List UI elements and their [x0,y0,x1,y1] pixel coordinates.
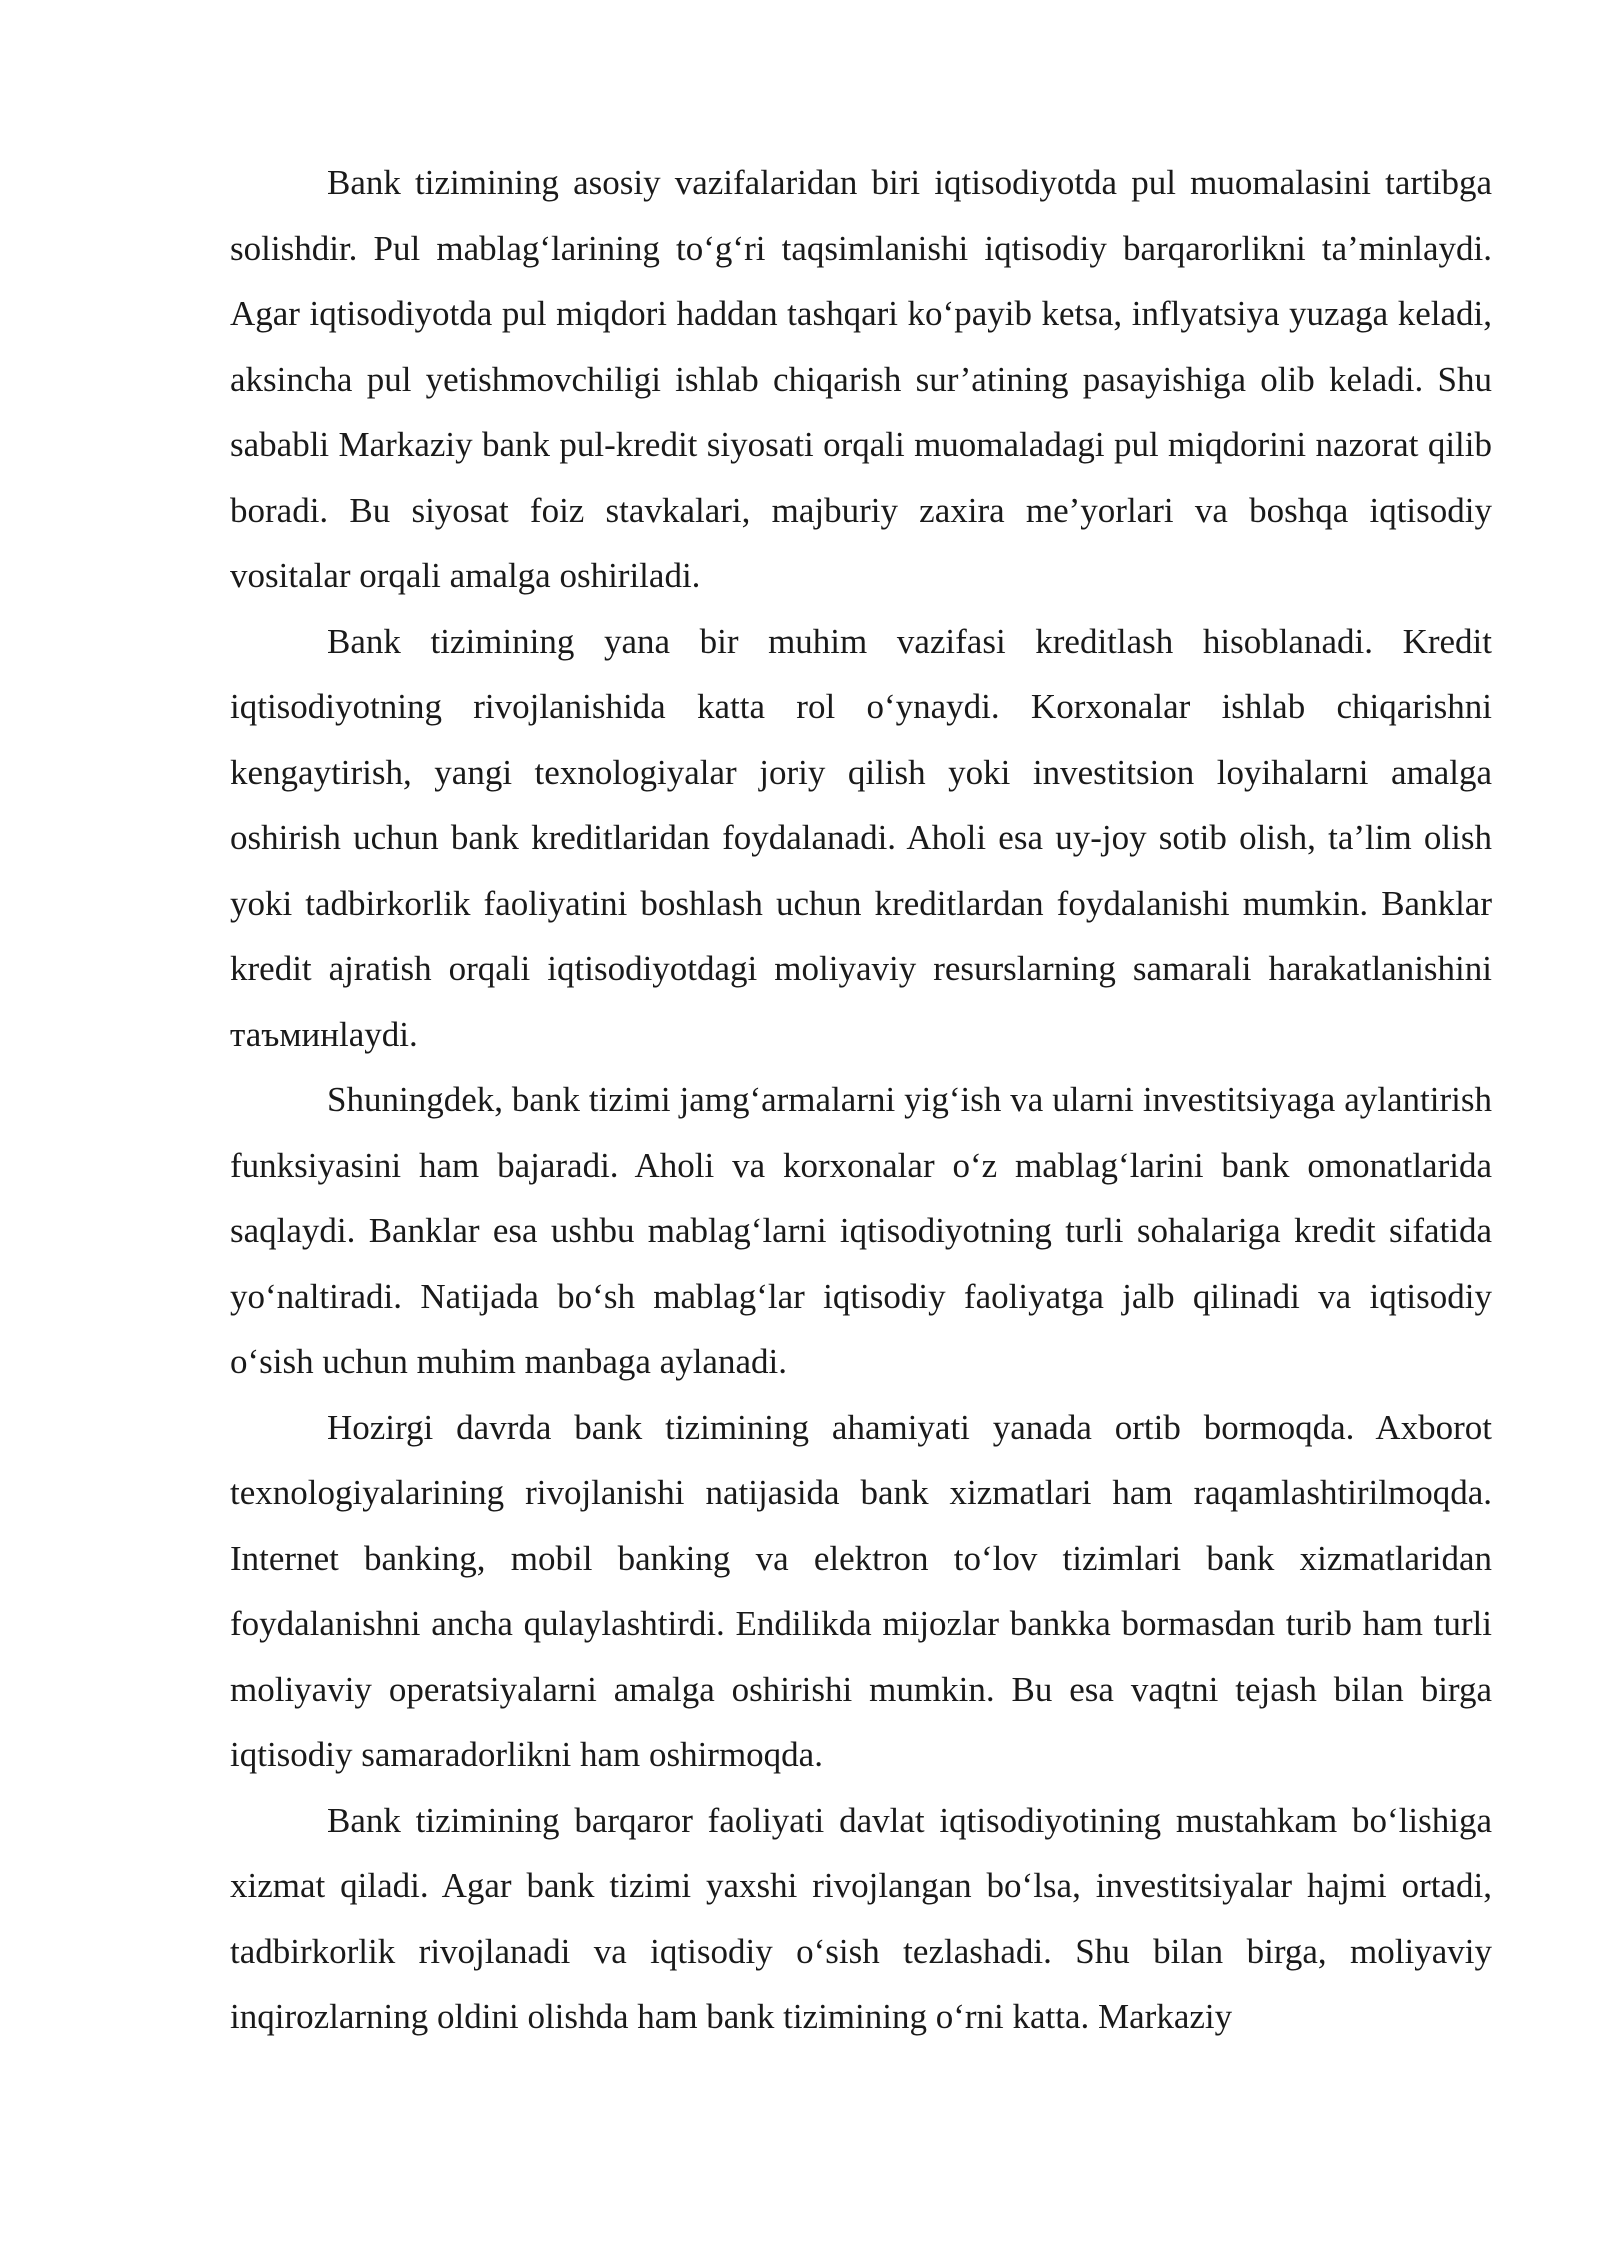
paragraph-savings-investment: Shuningdek, bank tizimi jamg‘armalarni yig‘ish va ularni investitsiyaga aylantirish funksiyasini ham bajaradi. Aholi va korxonalar o‘z mablag‘larini bank omonatlarida saqlaydi. Banklar esa ushbu mablag‘larni iqtisodiyotning turli sohalariga kredit sifatida yo‘naltiradi. Natijada bo‘sh mablag‘lar iqtisodiy faoliyatga jalb qilinadi va iqtisodiy o‘sish uchun muhim manbaga aylanadi. [230,1080,1492,1381]
paragraph-crediting: Bank tizimining yana bir muhim vazifasi kreditlash hisoblanadi. Kredit iqtisodiyotning rivojlanishida katta rol o‘ynaydi. Korxonalar ishlab chiqarishni kengaytirish, yangi texnologiyalar joriy qilish yoki investitsion loyihalarni amalga oshirish uchun bank kreditlaridan foydalanadi. Aholi esa uy-joy sotib olish, ta’lim olish yoki tadbirkorlik faoliyatini boshlash uchun kreditlardan foydalanishi mumkin. Banklar kredit ajratish orqali iqtisodiyotdagi moliyaviy resurslarning samarali harakatlanishini таъминlaydi. [230,621,1492,1054]
paragraph-monetary-circulation: Bank tizimining asosiy vazifalaridan biri iqtisodiyotda pul muomalasini tartibga solishdir. Pul mablag‘larining to‘g‘ri taqsimlanishi iqtisodiy barqarorlikni ta’minlaydi. Agar iqtisodiyotda pul miqdori haddan tashqari ko‘payib ketsa, inflyatsiya yuzaga keladi, aksincha pul yetishmovchiligi ishlab chiqarish sur’atining pasayishiga olib keladi. Shu sababli Markaziy bank pul-kredit siyosati orqali muomaladagi pul miqdorini nazorat qilib boradi. Bu siyosat foiz stavkalari, majburiy zaxira me’yorlari va boshqa iqtisodiy vositalar orqali amalga oshiriladi. [230,163,1492,595]
paragraph-digital-banking: Hozirgi davrda bank tizimining ahamiyati yanada ortib bormoqda. Axborot texnologiyalarining rivojlanishi natijasida bank xizmatlari ham raqamlashtirilmoqda. Internet banking, mobil banking va elektron to‘lov tizimlari bank xizmatlaridan foydalanishni ancha qulaylashtirdi. Endilikda mijozlar bankka bormasdan turib ham turli moliyaviy operatsiyalarni amalga oshirishi mumkin. Bu esa vaqtni tejash bilan birga iqtisodiy samaradorlikni ham oshirmoqda. [230,1407,1492,1774]
paragraph-economic-stability: Bank tizimining barqaror faoliyati davlat iqtisodiyotining mustahkam bo‘lishiga xizmat qiladi. Agar bank tizimi yaxshi rivojlangan bo‘lsa, investitsiyalar hajmi ortadi, tadbirkorlik rivojlanadi va iqtisodiy o‘sish tezlashadi. Shu bilan birga, moliyaviy inqirozlarning oldini olishda ham bank tizimining o‘rni katta. Markaziy [230,1800,1492,2036]
document-body [230,150,1492,2050]
